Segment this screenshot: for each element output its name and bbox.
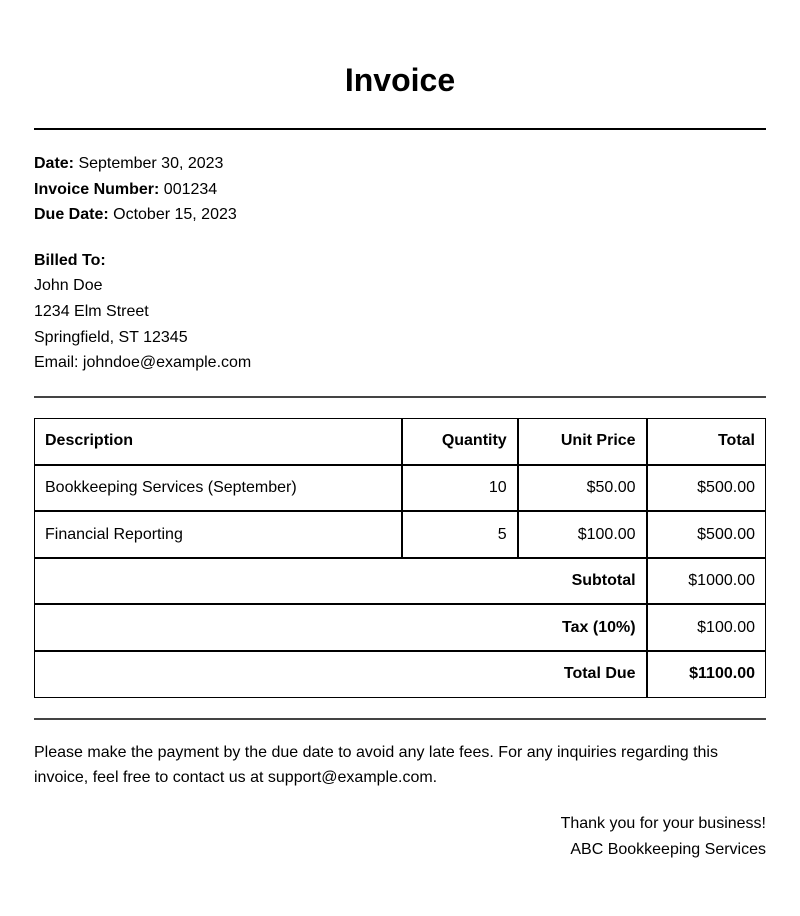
cell-total: $500.00 bbox=[647, 465, 766, 512]
due-date-value: October 15, 2023 bbox=[108, 206, 237, 224]
billed-to bbox=[34, 248, 766, 376]
cell-unit-price: $100.00 bbox=[518, 511, 647, 558]
invoice-number-label: Invoice Number: bbox=[34, 180, 160, 198]
due-date-line bbox=[34, 202, 766, 228]
page-title: Invoice bbox=[344, 62, 456, 98]
billed-to-email: Email: johndoe@example.com bbox=[34, 354, 252, 372]
invoice-number-value: 001234 bbox=[159, 180, 218, 198]
payment-note: Please make the payment by the due date to avoid any late fees. For any inquiries regarding this invoice, feel free to contact us at support@example.com. bbox=[34, 743, 718, 787]
date-line bbox=[34, 151, 766, 177]
table-header-row bbox=[35, 418, 766, 465]
tax-row bbox=[35, 604, 766, 651]
billed-to-street: 1234 Elm Street bbox=[34, 302, 149, 320]
subtotal-row bbox=[35, 558, 766, 605]
billed-to-heading: Billed To: bbox=[34, 251, 106, 269]
cell-description: Bookkeeping Services (September) bbox=[35, 465, 402, 512]
closing bbox=[34, 811, 766, 862]
tax-label: Tax (10%) bbox=[35, 604, 647, 651]
subtotal-value: $1000.00 bbox=[647, 558, 766, 605]
total-due-value: $1100.00 bbox=[647, 651, 766, 698]
cell-quantity: 10 bbox=[402, 465, 518, 512]
column-header-unit-price: Unit Price bbox=[518, 418, 647, 465]
invoice-meta bbox=[34, 151, 766, 228]
column-header-description: Description bbox=[35, 418, 402, 465]
thanks-message: Thank you for your business! bbox=[560, 814, 766, 832]
cell-quantity: 5 bbox=[402, 511, 518, 558]
total-due-label: Total Due bbox=[35, 651, 647, 698]
cell-description: Financial Reporting bbox=[35, 511, 402, 558]
column-header-quantity: Quantity bbox=[402, 418, 518, 465]
table-row bbox=[35, 511, 766, 558]
cell-total: $500.00 bbox=[647, 511, 766, 558]
table-row bbox=[35, 465, 766, 512]
billed-to-name: John Doe bbox=[34, 277, 103, 295]
date-value: September 30, 2023 bbox=[74, 155, 224, 172]
subtotal-label: Subtotal bbox=[35, 558, 647, 605]
invoice-number-line bbox=[34, 177, 766, 203]
invoice-table bbox=[34, 418, 766, 698]
due-date-label: Due Date: bbox=[34, 206, 109, 224]
total-due-row bbox=[35, 651, 766, 698]
billed-to-city: Springfield, ST 12345 bbox=[34, 328, 188, 346]
tax-value: $100.00 bbox=[647, 604, 766, 651]
title-divider bbox=[34, 128, 766, 130]
company-name: ABC Bookkeeping Services bbox=[570, 840, 766, 858]
footer-divider bbox=[34, 718, 766, 720]
column-header-total: Total bbox=[647, 418, 766, 465]
cell-unit-price: $50.00 bbox=[518, 465, 647, 512]
section-divider bbox=[34, 396, 766, 398]
date-label: Date: bbox=[34, 155, 75, 172]
invoice-page bbox=[34, 0, 766, 862]
